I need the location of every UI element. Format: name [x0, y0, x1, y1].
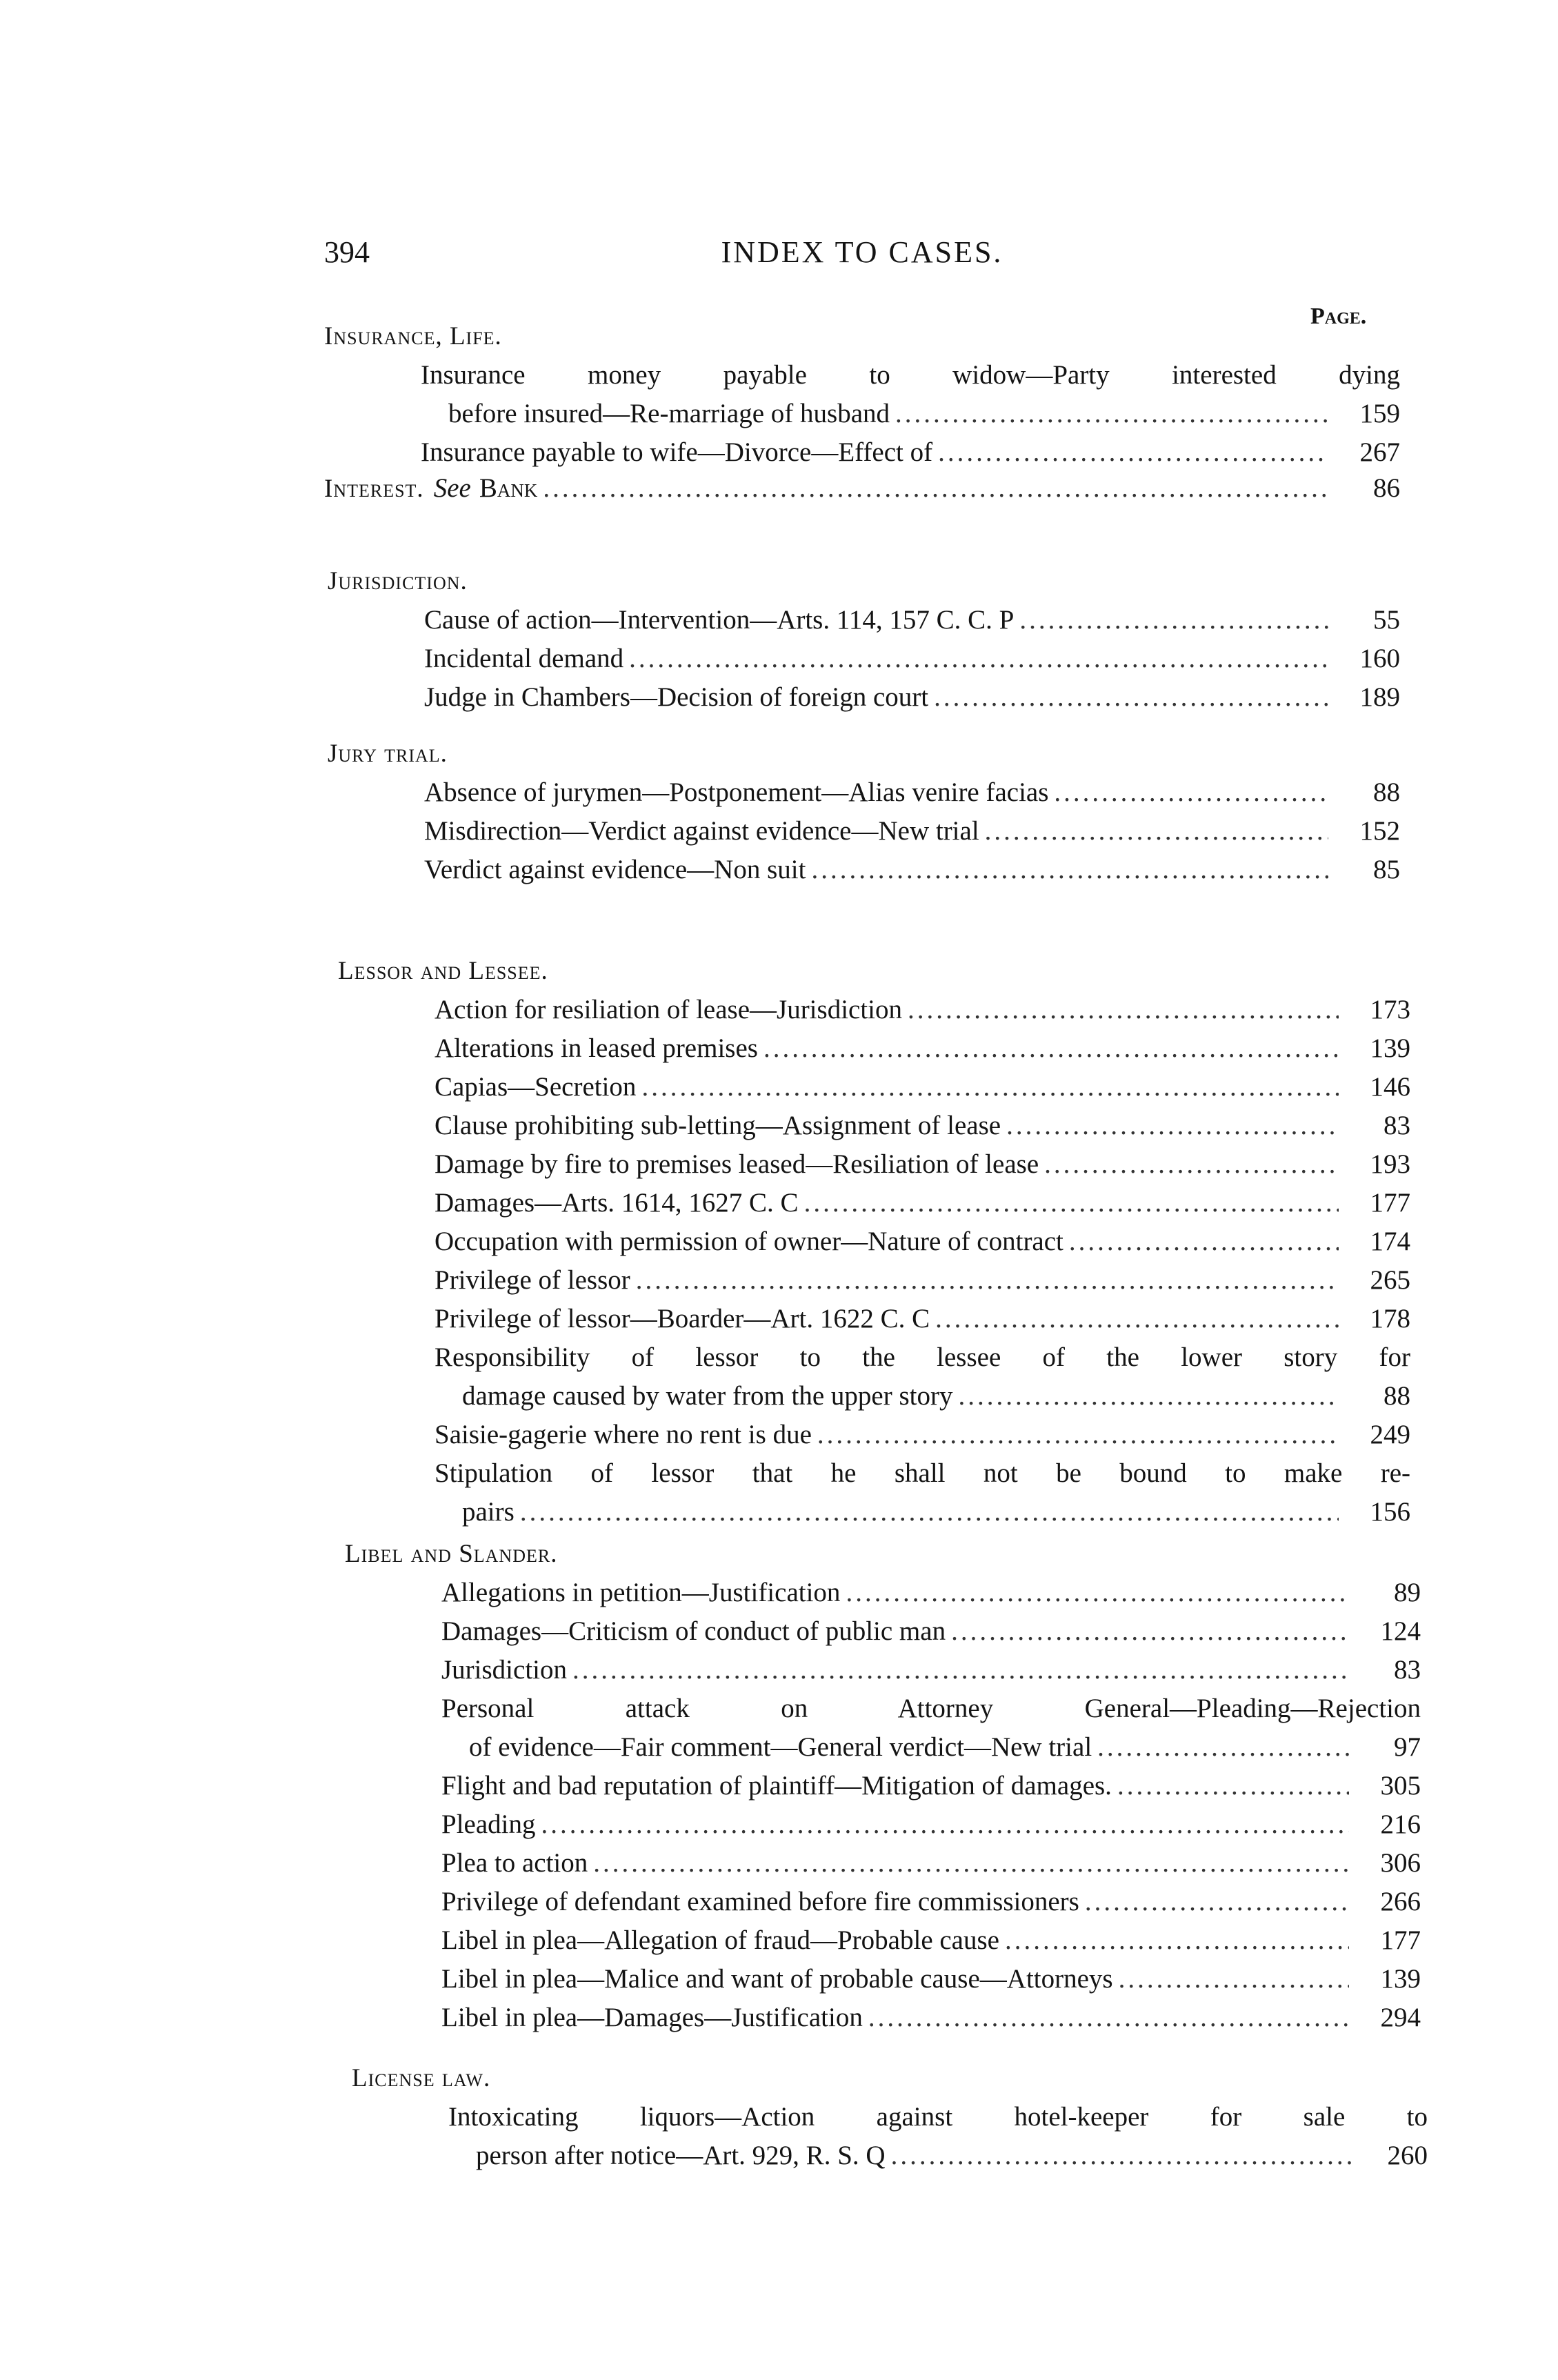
dot-leader — [1085, 1883, 1349, 1921]
entry-page-number: 85 — [1373, 855, 1400, 884]
running-title: INDEX TO CASES. — [721, 235, 1003, 269]
dot-leader — [1119, 1960, 1349, 1999]
dot-leader — [1097, 1728, 1349, 1767]
entry-line — [441, 1767, 1421, 1805]
entry-text: Stipulation of lessor that he shall not be bound to make re- — [435, 1458, 1410, 1488]
entry-text: Personal attack on Attorney General—Pleading—Rejection — [441, 1694, 1421, 1723]
entry-line — [448, 2136, 1428, 2175]
index-section — [352, 2059, 1428, 2175]
dot-leader — [1069, 1222, 1339, 1261]
section-heading: License law. — [352, 2064, 491, 2092]
section-heading: Jury trial. — [328, 740, 448, 768]
index-entry — [345, 1651, 1421, 1689]
entry-line — [441, 1574, 1421, 1612]
entry-page-number: 139 — [1370, 1033, 1410, 1063]
index-entry — [328, 812, 1400, 851]
index-entry — [345, 1844, 1421, 1883]
dot-leader — [935, 1300, 1339, 1338]
dot-leader — [1005, 1921, 1349, 1960]
index-entry — [345, 1574, 1421, 1612]
dot-leader — [934, 678, 1328, 717]
entry-line — [441, 1728, 1421, 1767]
entry-line — [441, 1612, 1421, 1651]
entry-text: damage caused by water from the upper story — [462, 1381, 953, 1411]
entry-line — [435, 1493, 1410, 1531]
entry-page-number: 139 — [1380, 1964, 1421, 1994]
entry-page-number: 249 — [1370, 1420, 1410, 1449]
dot-leader — [1054, 773, 1328, 812]
entry-page-number: 124 — [1380, 1616, 1421, 1646]
dot-leader — [1044, 1145, 1339, 1184]
entry-page-number: 305 — [1380, 1771, 1421, 1801]
entry-line — [435, 1338, 1410, 1377]
entry-text: Damages—Criticism of conduct of public man — [441, 1616, 946, 1646]
entry-text: Privilege of lessor—Boarder—Art. 1622 C. C — [435, 1304, 930, 1333]
entry-text: Plea to action — [441, 1848, 588, 1878]
dot-leader — [951, 1612, 1349, 1651]
entry-text: Insurance payable to wife—Divorce—Effect of — [421, 437, 933, 467]
index-entry — [338, 1068, 1410, 1107]
page-column-label: Page. — [1310, 304, 1367, 329]
dot-leader — [1117, 1767, 1349, 1805]
entry-page-number: 173 — [1370, 995, 1410, 1024]
entry-text: Capias—Secretion — [435, 1072, 637, 1102]
dot-leader — [541, 1805, 1349, 1844]
entry-line — [441, 1960, 1421, 1999]
entry-text: pairs — [462, 1497, 515, 1527]
dot-leader — [1019, 601, 1328, 639]
entry-text: Flight and bad reputation of plaintiff—Mitigation of damages. — [441, 1771, 1112, 1801]
section-heading: Interest. — [324, 475, 424, 503]
index-entry — [345, 1883, 1421, 1921]
entry-page-number: 294 — [1380, 2003, 1421, 2032]
index-entry — [328, 601, 1400, 639]
entry-line — [441, 1805, 1421, 1844]
index-entry — [324, 356, 1400, 433]
entry-page-number: 156 — [1370, 1497, 1410, 1527]
index-entry — [338, 991, 1410, 1029]
entry-page-number: 178 — [1370, 1304, 1410, 1333]
index-section — [328, 735, 1400, 889]
entry-line — [435, 1261, 1410, 1300]
dot-leader — [572, 1651, 1349, 1689]
index-entry — [328, 639, 1400, 678]
entry-line — [441, 1883, 1421, 1921]
entry-page-number: 86 — [1373, 473, 1400, 503]
index-entry — [345, 1999, 1421, 2037]
index-entry — [338, 1145, 1410, 1184]
entry-line — [424, 639, 1400, 678]
index-section — [324, 469, 1400, 508]
entry-text: Saisie-gagerie where no rent is due — [435, 1420, 812, 1449]
entry-text: of evidence—Fair comment—General verdict—New trial — [469, 1732, 1092, 1762]
entry-text: Insurance money payable to widow—Party interested dying — [421, 360, 1400, 390]
entry-page-number: 174 — [1370, 1227, 1410, 1256]
entry-line — [435, 1416, 1410, 1454]
entry-text: Privilege of lessor — [435, 1265, 630, 1295]
entry-line — [421, 433, 1400, 472]
index-entry — [345, 1767, 1421, 1805]
entry-line — [435, 991, 1410, 1029]
entry-text: Libel in plea—Damages—Justification — [441, 2003, 863, 2032]
section-heading: Lessor and Lessee. — [338, 957, 548, 985]
entry-page-number: 97 — [1394, 1732, 1421, 1762]
entry-page-number: 216 — [1380, 1809, 1421, 1839]
index-section — [328, 562, 1400, 717]
index-entry — [338, 1300, 1410, 1338]
entry-line — [435, 1107, 1410, 1145]
entry-text: Occupation with permission of owner—Nature of contract — [435, 1227, 1063, 1256]
entry-text: Damage by fire to premises leased—Resiliation of lease — [435, 1149, 1039, 1179]
entry-page-number: 267 — [1359, 437, 1400, 467]
entry-text: Alterations in leased premises — [435, 1033, 758, 1063]
dot-leader — [520, 1493, 1339, 1531]
entry-line — [435, 1222, 1410, 1261]
dot-leader — [868, 1999, 1349, 2037]
entry-page-number: 55 — [1373, 605, 1400, 635]
entry-line — [421, 395, 1400, 433]
entry-text: Cause of action—Intervention—Arts. 114, 157 C. C. P — [424, 605, 1015, 635]
entry-text: Misdirection—Verdict against evidence—New trial — [424, 816, 979, 846]
dot-leader — [763, 1029, 1339, 1068]
index-entry — [345, 1921, 1421, 1960]
cross-reference — [324, 469, 1400, 508]
dot-leader — [804, 1184, 1339, 1222]
entry-text: Responsibility of lessor to the lessee of the lower story for — [435, 1342, 1410, 1372]
entry-line — [441, 1844, 1421, 1883]
section-heading: Libel and Slander. — [345, 1540, 558, 1568]
index-entry — [338, 1454, 1410, 1531]
dot-leader — [641, 1068, 1339, 1107]
entry-line — [441, 1921, 1421, 1960]
index-entry — [345, 1612, 1421, 1651]
entry-page-number: 88 — [1384, 1381, 1410, 1411]
entry-page-number: 193 — [1370, 1149, 1410, 1179]
dot-leader — [985, 812, 1328, 851]
entry-page-number: 160 — [1359, 644, 1400, 673]
entry-page-number: 306 — [1380, 1848, 1421, 1878]
entry-text: Libel in plea—Malice and want of probable cause—Attorneys — [441, 1964, 1113, 1994]
dot-leader — [543, 469, 1328, 508]
entry-page-number: 189 — [1359, 682, 1400, 712]
index-entry — [338, 1029, 1410, 1068]
index-section — [338, 952, 1410, 1531]
entry-page-number: 159 — [1359, 399, 1400, 428]
dot-leader — [593, 1844, 1349, 1883]
entry-text: Pleading — [441, 1809, 536, 1839]
dot-leader — [811, 851, 1328, 889]
dot-leader — [636, 1261, 1339, 1300]
entry-text: Incidental demand — [424, 644, 624, 673]
dot-leader — [908, 991, 1339, 1029]
dot-leader — [891, 2136, 1356, 2175]
index-section — [345, 1535, 1421, 2037]
dot-leader — [958, 1377, 1339, 1416]
index-entry — [338, 1261, 1410, 1300]
index-entry — [324, 433, 1400, 472]
entry-line — [424, 773, 1400, 812]
entry-text: Intoxicating liquors—Action against hotel-keeper for sale to — [448, 2102, 1428, 2132]
dot-leader — [1006, 1107, 1339, 1145]
index-entry — [345, 1689, 1421, 1767]
index-entry — [338, 1338, 1410, 1416]
entry-text: Privilege of defendant examined before fire commissioners — [441, 1887, 1079, 1916]
entry-page-number: 88 — [1373, 777, 1400, 807]
entry-text: Absence of jurymen—Postponement—Alias venire facias — [424, 777, 1049, 807]
index-entry — [338, 1416, 1410, 1454]
entry-text: Allegations in petition—Justification — [441, 1578, 841, 1607]
section-heading: Jurisdiction. — [328, 567, 468, 595]
see-label: See — [433, 473, 471, 503]
entry-page-number: 177 — [1370, 1188, 1410, 1218]
entry-text: Jurisdiction — [441, 1655, 567, 1685]
index-entry — [338, 1222, 1410, 1261]
entry-line — [435, 1454, 1410, 1493]
index-entry — [328, 773, 1400, 812]
entry-text: Judge in Chambers—Decision of foreign court — [424, 682, 929, 712]
entry-text: person after notice—Art. 929, R. S. Q — [476, 2141, 886, 2170]
entry-page-number: 265 — [1370, 1265, 1410, 1295]
index-entry — [328, 678, 1400, 717]
index-entry — [345, 1805, 1421, 1844]
entry-line — [424, 678, 1400, 717]
entry-page-number: 146 — [1370, 1072, 1410, 1102]
entry-page-number: 260 — [1387, 2141, 1428, 2170]
entry-line — [421, 356, 1400, 395]
entry-page-number: 152 — [1359, 816, 1400, 846]
xref-target: Bank — [479, 473, 538, 503]
entry-text: Verdict against evidence—Non suit — [424, 855, 806, 884]
entry-line — [435, 1145, 1410, 1184]
entry-line — [435, 1184, 1410, 1222]
entry-line — [435, 1068, 1410, 1107]
index-entry — [338, 1184, 1410, 1222]
dot-leader — [817, 1416, 1339, 1454]
entry-page-number: 83 — [1384, 1111, 1410, 1140]
entry-line — [435, 1029, 1410, 1068]
entry-line — [441, 1999, 1421, 2037]
index-entry — [345, 1960, 1421, 1999]
entry-text: before insured—Re-marriage of husband — [448, 399, 890, 428]
page-header — [324, 235, 1400, 276]
entry-text: Damages—Arts. 1614, 1627 C. C — [435, 1188, 799, 1218]
entry-text: Clause prohibiting sub-letting—Assignment of lease — [435, 1111, 1001, 1140]
dot-leader — [895, 395, 1328, 433]
index-section — [324, 317, 1400, 472]
entry-line — [424, 601, 1400, 639]
entry-line — [424, 851, 1400, 889]
index-entry — [352, 2098, 1428, 2175]
entry-line — [435, 1300, 1410, 1338]
index-entry — [328, 851, 1400, 889]
entry-line — [441, 1651, 1421, 1689]
dot-leader — [938, 433, 1328, 472]
index-entry — [338, 1107, 1410, 1145]
entry-text: Action for resiliation of lease—Jurisdiction — [435, 995, 903, 1024]
section-heading: Insurance, Life. — [324, 322, 502, 350]
entry-line — [441, 1689, 1421, 1728]
entry-page-number: 266 — [1380, 1887, 1421, 1916]
dot-leader — [846, 1574, 1349, 1612]
entry-line — [448, 2098, 1428, 2136]
entry-page-number: 83 — [1394, 1655, 1421, 1685]
dot-leader — [629, 639, 1328, 678]
entry-page-number: 177 — [1380, 1925, 1421, 1955]
entry-line — [424, 812, 1400, 851]
entry-text: Libel in plea—Allegation of fraud—Probable cause — [441, 1925, 999, 1955]
entry-page-number: 89 — [1394, 1578, 1421, 1607]
page-number: 394 — [324, 235, 370, 269]
entry-line — [435, 1377, 1410, 1416]
